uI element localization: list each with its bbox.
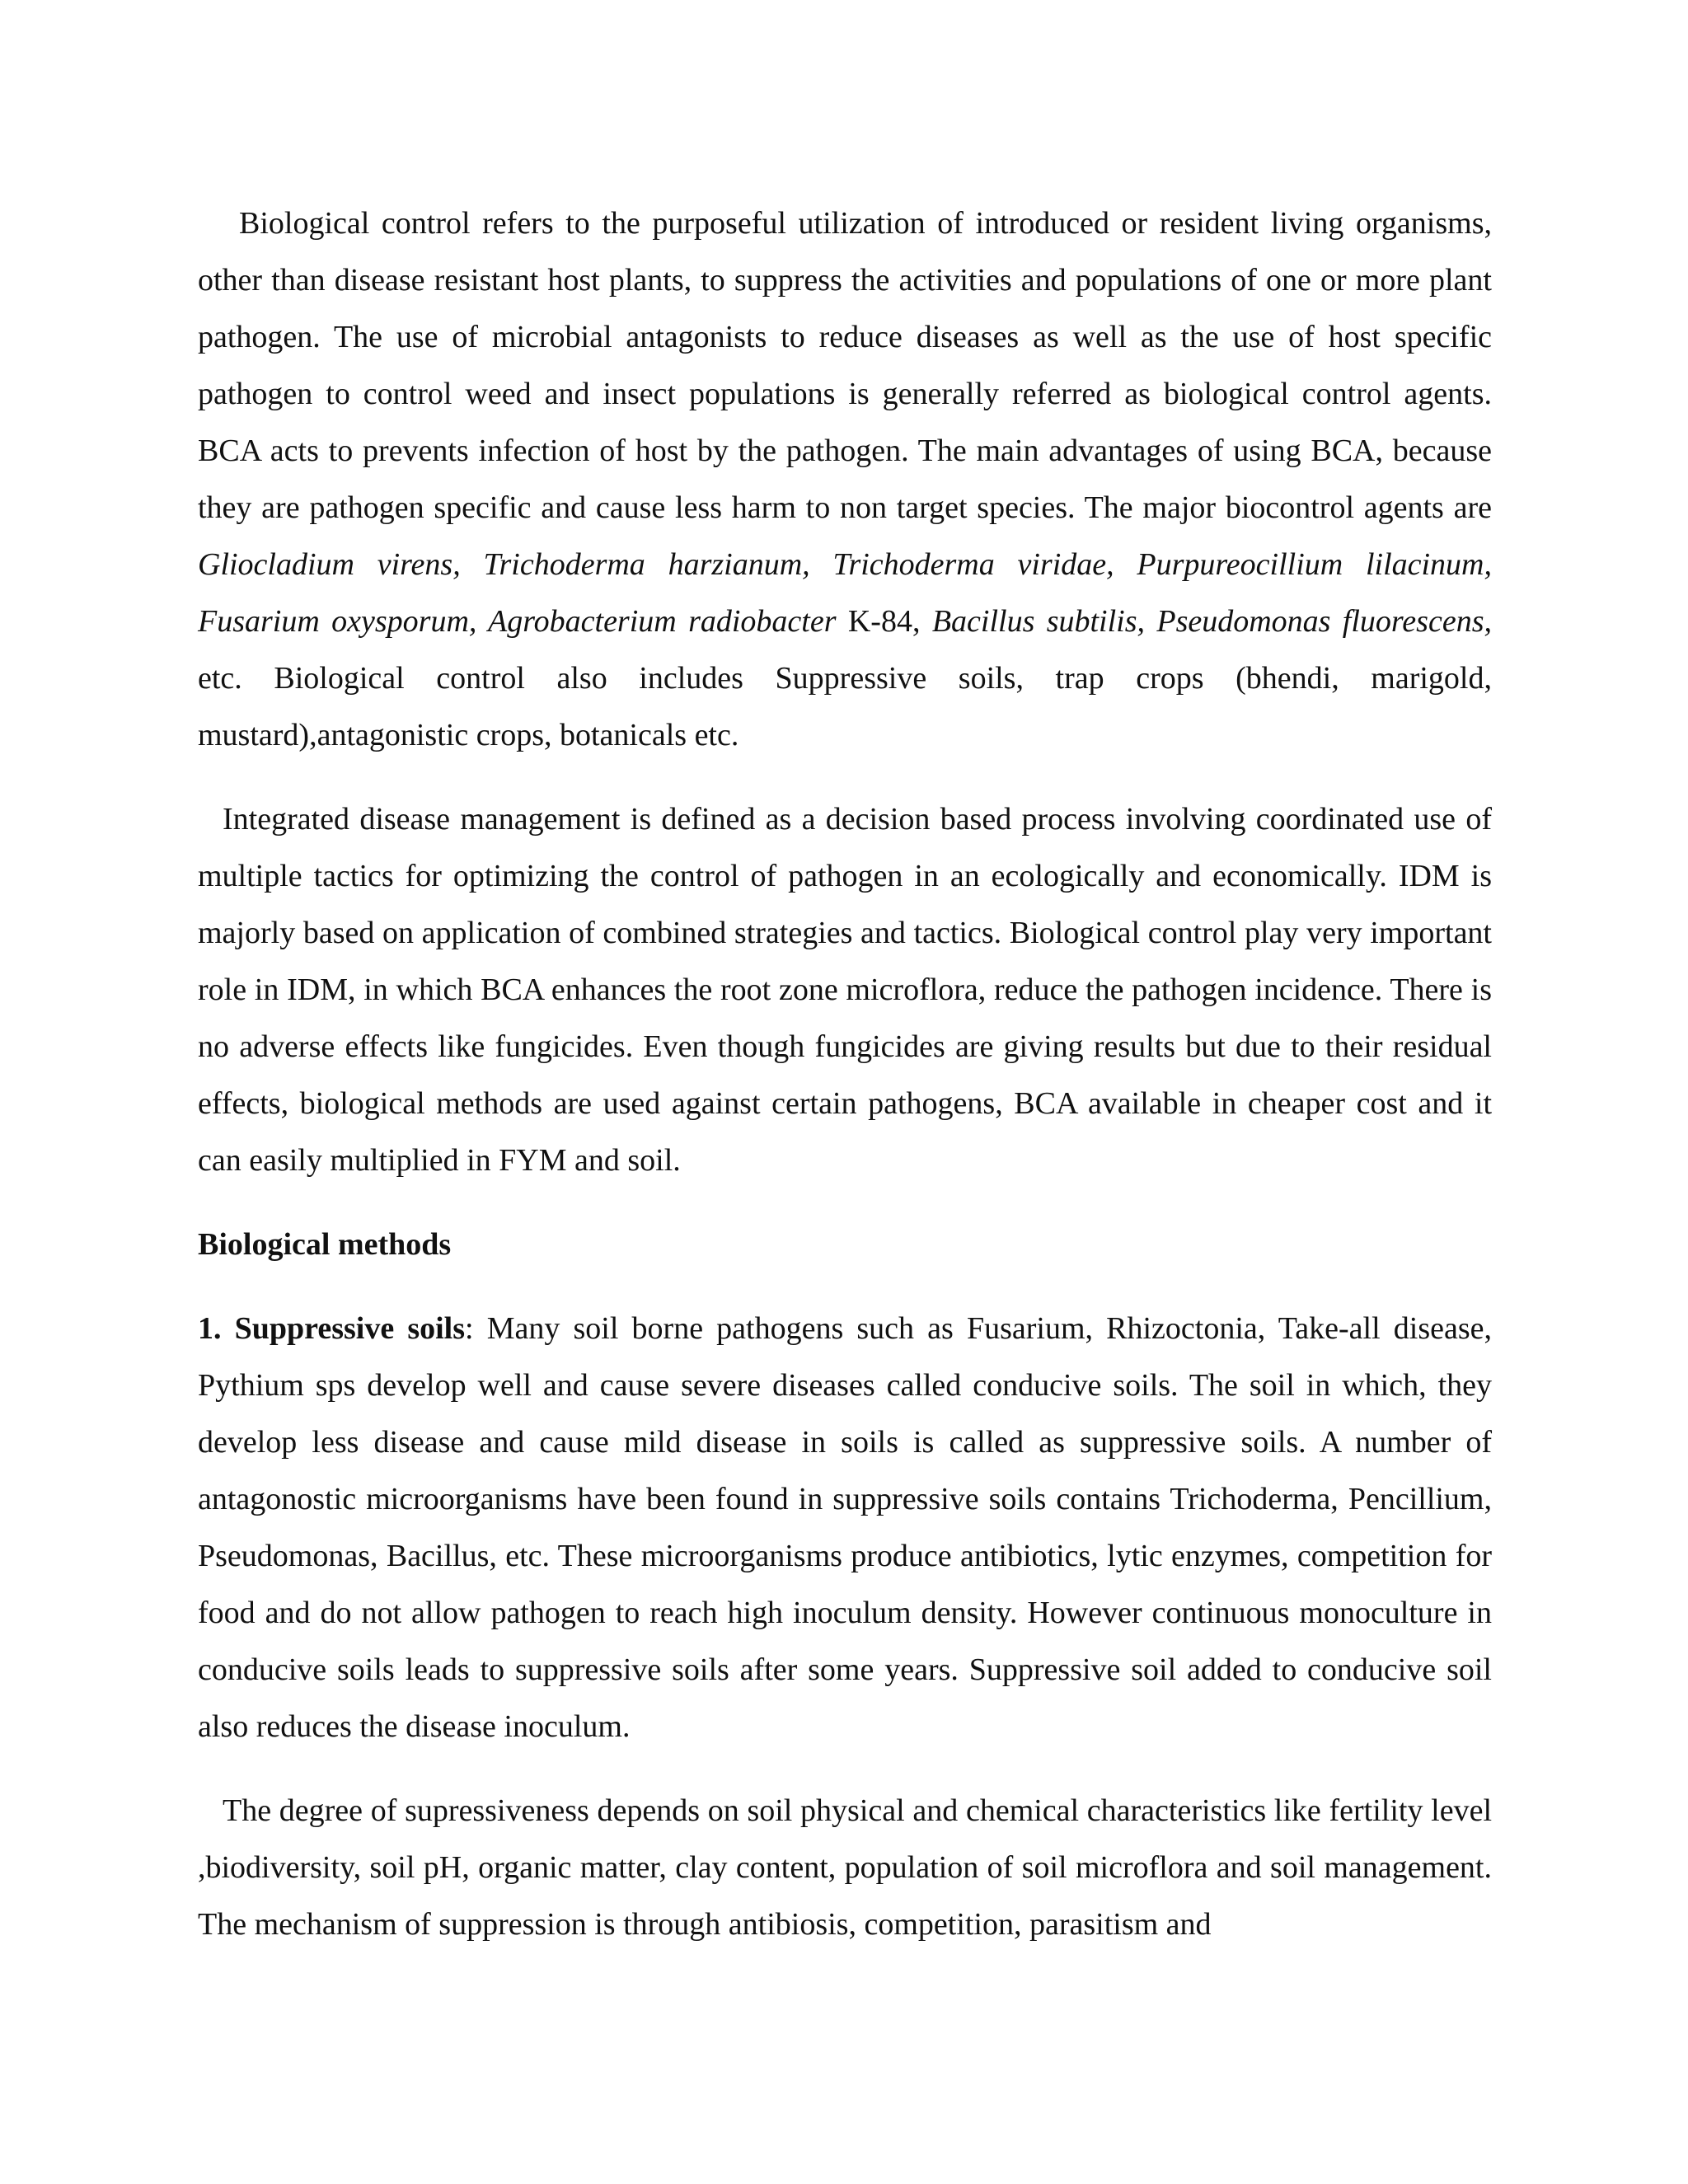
paragraph-biological-control xyxy=(198,195,1492,764)
p1-text-b: K-84, xyxy=(836,604,932,639)
p1-text-a: Biological control refers to the purposeful utilization of introduced or resident living organisms, other than disease resistant host plants, to suppress the activities and populations of one or more plant pathogen. The use of microbial antagonists to reduce diseases as well as the use of host specific pathogen to control weed and insect populations is generally referred as biological control agents. BCA acts to prevents infection of host by the pathogen. The main advantages of using BCA, because they are pathogen specific and cause less harm to non target species. The major biocontrol agents are xyxy=(198,206,1492,525)
paragraph-degree-of-suppressiveness: The degree of supressiveness depends on soil physical and chemical characteristics like fertility level ,biodiversity, soil pH, organic matter, clay content, population of soil microflora and soil management. The mechanism of suppression is through antibiosis, competition, parasitism and xyxy=(198,1793,1492,1942)
document-page xyxy=(198,195,1492,1980)
p1-species-list-2: Bacillus subtilis, Pseudomonas fluorescens, xyxy=(931,604,1492,639)
paragraph-suppressive-soils xyxy=(198,1301,1492,1755)
suppressive-soils-text: : Many soil borne pathogens such as Fusarium, Rhizoctonia, Take-all disease, Pythium sps develop well and cause severe diseases called conducive soils. The soil in which, they develop less disease and cause mild disease in soils is called as suppressive soils. A number of antagonostic microorganisms have been found in suppressive soils contains Trichoderma, Pencillium, Pseudomonas, Bacillus, etc. These microorganisms produce antibiotics, lytic enzymes, competition for food and do not allow pathogen to reach high inoculum density. However continuous monoculture in conducive soils leads to suppressive soils after some years. Suppressive soil added to conducive soil also reduces the disease inoculum. xyxy=(198,1311,1492,1744)
p1-species-list-1: Gliocladium virens, Trichoderma harzianum, Trichoderma viridae, Purpureocillium lilacinum, Fusarium oxysporum, Agrobacterium radiobacter xyxy=(198,547,1492,639)
paragraph-integrated-disease-management: Integrated disease management is defined as a decision based process involving coordinated use of multiple tactics for optimizing the control of pathogen in an ecologically and economically. IDM is majorly based on application of combined strategies and tactics. Biological control play very important role in IDM, in which BCA enhances the root zone microflora, reduce the pathogen incidence. There is no adverse effects like fungicides. Even though fungicides are giving results but due to their residual effects, biological methods are used against certain pathogens, BCA available in cheaper cost and it can easily multiplied in FYM and soil. xyxy=(198,802,1492,1178)
p1-text-c: etc. Biological control also includes Suppressive soils, trap crops (bhendi, marigold, mustard),antagonistic crops, botanicals etc. xyxy=(198,661,1492,752)
suppressive-soils-label: 1. Suppressive soils xyxy=(198,1311,466,1346)
section-heading-biological-methods: Biological methods xyxy=(198,1227,452,1262)
